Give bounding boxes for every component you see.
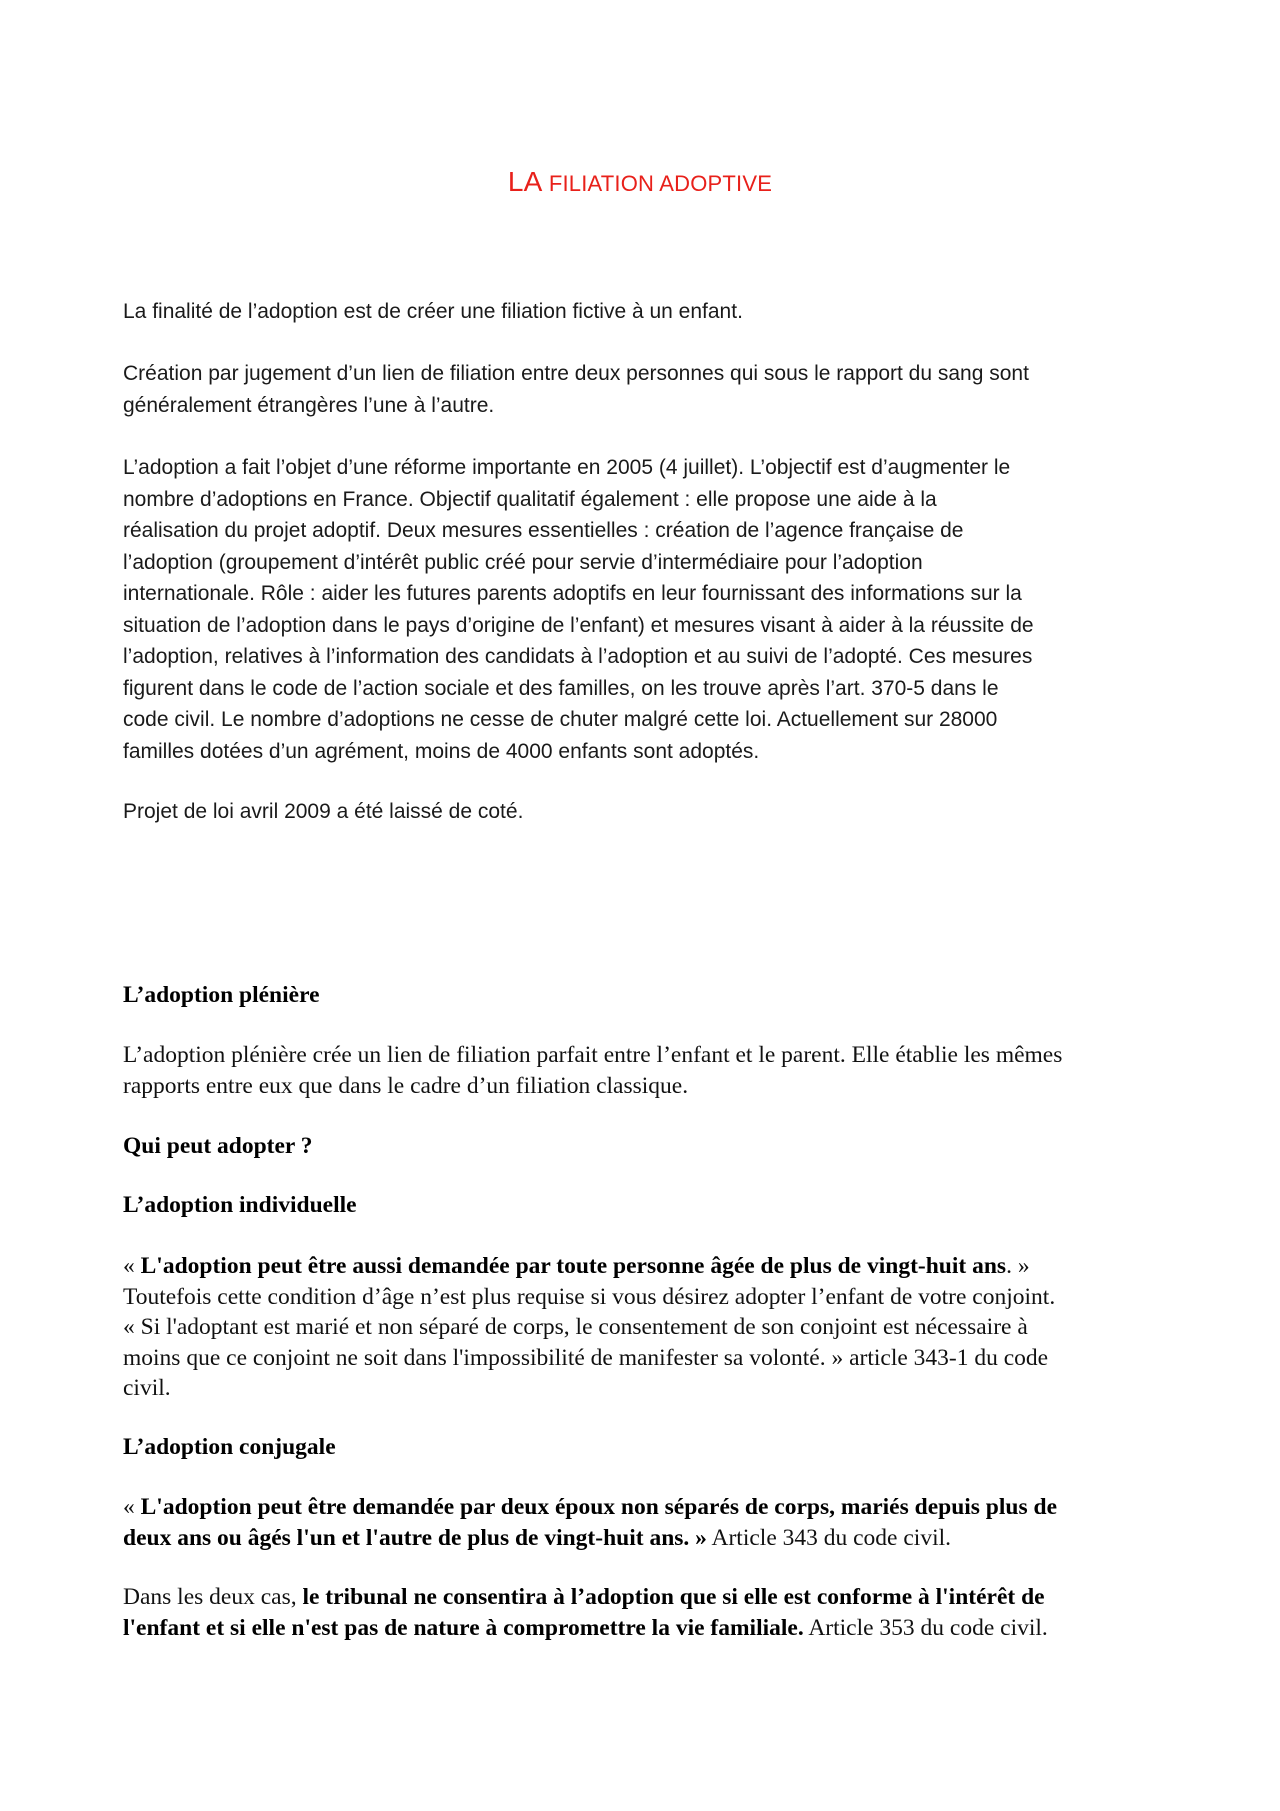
conjugale-bold-line: deux ans ou âgés l'un et l'autre de plus de vingt-huit ans. » [123,1524,707,1551]
intro-paragraph-2 [123,358,1163,421]
individuelle-paragraph [123,1251,1163,1404]
intro-paragraph-3-line: nombre d’adoptions en France. Objectif qualitatif également : elle propose une aide à la [123,487,937,511]
conjugale-bold-line: L'adoption peut être demandée par deux époux non séparés de corps, mariés depuis plus de [140,1494,1057,1520]
intro-paragraph-3-line: internationale. Rôle : aider les futures parents adoptifs en leur fournissant des informations sur la [123,582,1022,605]
quote-close: . » [1006,1253,1030,1279]
intro-paragraph-3-line: situation de l’adoption dans le pays d’origine de l’enfant) et mesures visant à aider à la réussite de [123,613,1034,637]
intro-paragraph-3-line: l’adoption, relatives à l’information des candidats à l’adoption et au suivi de l’adopté. Ces mesures [123,645,1033,668]
intro-paragraph-1: La finalité de l’adoption est de créer une filiation fictive à un enfant. [123,300,743,323]
pleniere-paragraph [123,1040,1163,1101]
heading-adoption-pleniere: L’adoption plénière [123,982,320,1008]
intro-paragraph-3-line: code civil. Le nombre d’adoptions ne cesse de chuter malgré cette loi. Actuellement sur 28000 [123,708,998,731]
title-rest: FILIATION ADOPTIVE [542,171,773,196]
intro-paragraph-3-line: l’adoption (groupement d’intérêt public créé pour servie d’intermédiaire pour l’adoption [123,550,923,574]
intro-paragraph-3-line: familles dotées d’un agrément, moins de 4000 enfants sont adoptés. [123,739,760,763]
page-title [0,166,1280,198]
intro-paragraph-4: Projet de loi avril 2009 a été laissé de coté. [123,800,524,823]
heading-qui-peut-adopter: Qui peut adopter ? [123,1133,313,1159]
intro-paragraph-3-line: réalisation du projet adoptif. Deux mesures essentielles : création de l’agence française de [123,519,964,542]
quote-bold-text: L'adoption peut être aussi demandée par toute personne âgée de plus de vingt-huit ans [140,1253,1007,1279]
pleniere-line: rapports entre eux que dans le cadre d’un filiation classique. [123,1072,689,1099]
conclusion-bold-line: l'enfant et si elle n'est pas de nature à compromettre la vie familiale. [123,1614,804,1641]
intro-paragraph-3-line: L’adoption a fait l’objet d’une réforme importante en 2005 (4 juillet). L’objectif est d’augmenter le [123,456,1011,479]
conjugale-paragraph [123,1492,1163,1553]
intro-paragraph-3 [123,452,1163,767]
quote-open: « [123,1494,141,1520]
individuelle-line: civil. [123,1375,171,1401]
conclusion-bold-line: le tribunal ne consentira à l’adoption que si elle est conforme à l'intérêt de [302,1584,1045,1610]
individuelle-line: « Si l'adoptant est marié et non séparé de corps, le consentement de son conjoint est nécessaire à [123,1314,1028,1340]
individuelle-line: moins que ce conjoint ne soit dans l'impossibilité de manifester sa volonté. » article 343-1 du code [123,1344,1049,1371]
title-initial: LA [507,166,543,197]
heading-adoption-individuelle: L’adoption individuelle [123,1192,357,1218]
intro-paragraph-2-line: généralement étrangères l’une à l’autre. [123,393,495,417]
conclusion-reference: Article 353 du code civil. [803,1614,1048,1641]
intro-paragraph-3-line: figurent dans le code de l’action sociale et des familles, on les trouve après l’art. 370-5 dans le [123,676,999,700]
heading-adoption-conjugale: L’adoption conjugale [123,1434,336,1460]
conjugale-reference: Article 343 du code civil. [706,1524,951,1551]
quote-open: « [123,1253,141,1279]
conclusion-lead: Dans les deux cas, [123,1584,303,1610]
pleniere-line: L’adoption plénière crée un lien de filiation parfait entre l’enfant et le parent. Elle établie les mêmes [123,1042,1063,1068]
individuelle-line: Toutefois cette condition d’âge n’est plus requise si vous désirez adopter l’enfant de votre conjoint. [123,1283,1056,1310]
conclusion-paragraph [123,1582,1163,1643]
intro-paragraph-2-line: Création par jugement d’un lien de filiation entre deux personnes qui sous le rapport du sang sont [123,362,1029,385]
